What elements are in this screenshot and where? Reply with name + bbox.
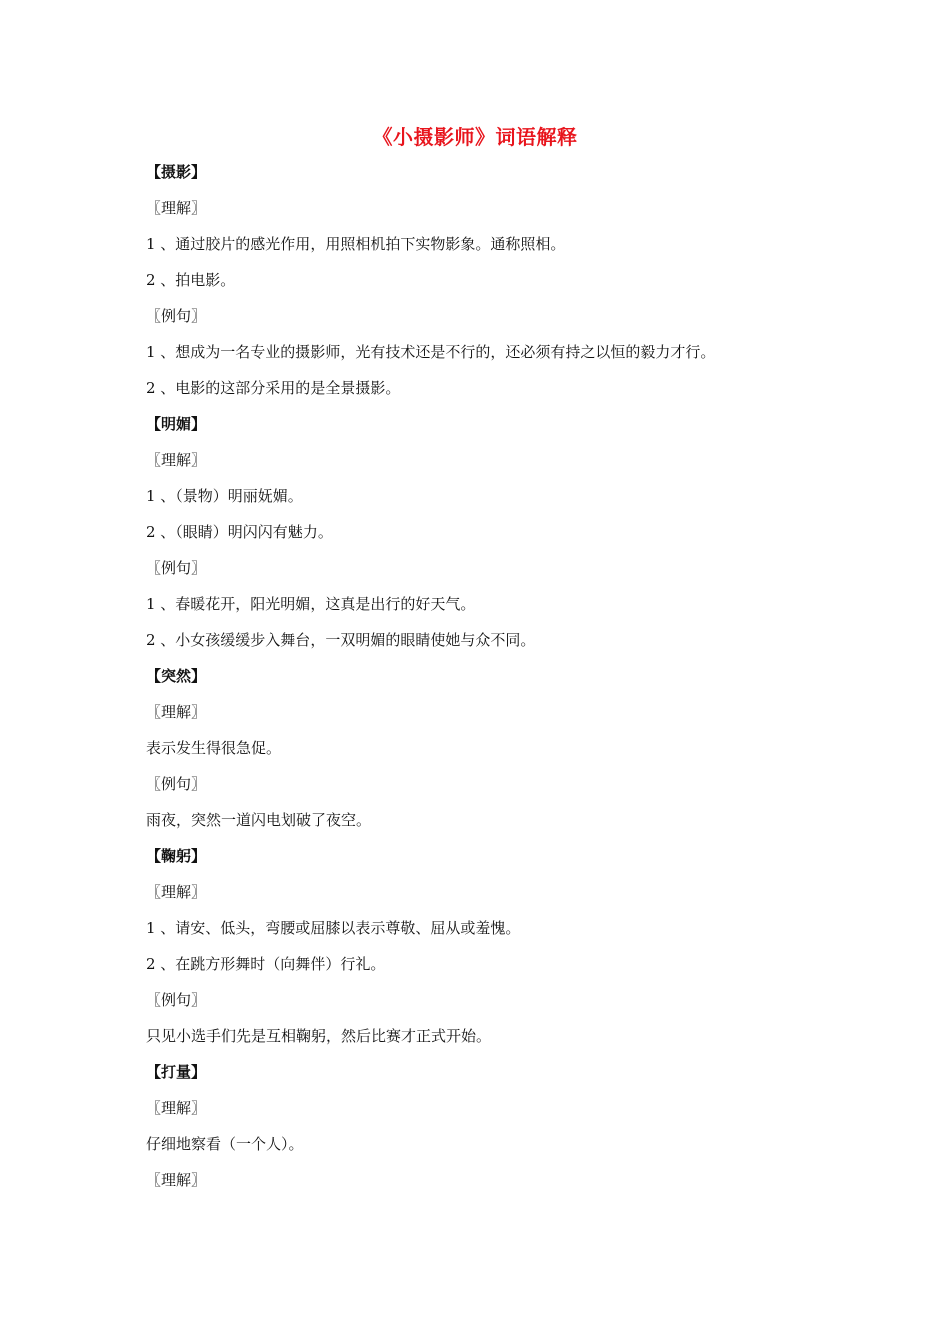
paragraph-line: 仔细地察看（一个人）。 (146, 1135, 304, 1153)
section-label: 〖理解〗 (146, 703, 207, 721)
paragraph-line: 只见小选手们先是互相鞠躬，然后比赛才正式开始。 (146, 1027, 492, 1045)
term-heading: 【打量】 (146, 1063, 207, 1081)
paragraph-line: 雨夜，突然一道闪电划破了夜空。 (146, 811, 372, 829)
term-heading: 【摄影】 (146, 163, 207, 181)
section-label: 〖例句〗 (146, 991, 207, 1009)
section-label: 〖理解〗 (146, 451, 207, 469)
term-heading: 【明媚】 (146, 415, 207, 433)
paragraph-line: 2 、电影的这部分采用的是全景摄影。 (146, 379, 401, 397)
section-label: 〖理解〗 (146, 199, 207, 217)
term-heading: 【鞠躬】 (146, 847, 207, 865)
section-label: 〖理解〗 (146, 1099, 207, 1117)
document-body (146, 158, 846, 1202)
paragraph-line: 1 、想成为一名专业的摄影师，光有技术还是不行的，还必须有持之以恒的毅力才行。 (146, 343, 716, 361)
section-label: 〖例句〗 (146, 307, 207, 325)
paragraph-line: 1 、（景物）明丽妩媚。 (146, 487, 303, 505)
paragraph-line: 1 、请安、低头，弯腰或屈膝以表示尊敬、屈从或羞愧。 (146, 919, 521, 937)
paragraph-line: 1 、春暖花开，阳光明媚，这真是出行的好天气。 (146, 595, 476, 613)
document-title: 《小摄影师》词语解释 (372, 125, 578, 149)
paragraph-line: 表示发生得很急促。 (146, 739, 282, 757)
paragraph-line: 2 、（眼睛）明闪闪有魅力。 (146, 523, 333, 541)
section-label: 〖例句〗 (146, 559, 207, 577)
term-heading: 【突然】 (146, 667, 207, 685)
paragraph-line: 2 、小女孩缓缓步入舞台，一双明媚的眼睛使她与众不同。 (146, 631, 536, 649)
section-label: 〖理解〗 (146, 1171, 207, 1189)
paragraph-line: 2 、在跳方形舞时（向舞伴）行礼。 (146, 955, 386, 973)
paragraph-line: 2 、拍电影。 (146, 271, 236, 289)
paragraph-line: 1 、通过胶片的感光作用，用照相机拍下实物影象。通称照相。 (146, 235, 566, 253)
section-label: 〖例句〗 (146, 775, 207, 793)
section-label: 〖理解〗 (146, 883, 207, 901)
